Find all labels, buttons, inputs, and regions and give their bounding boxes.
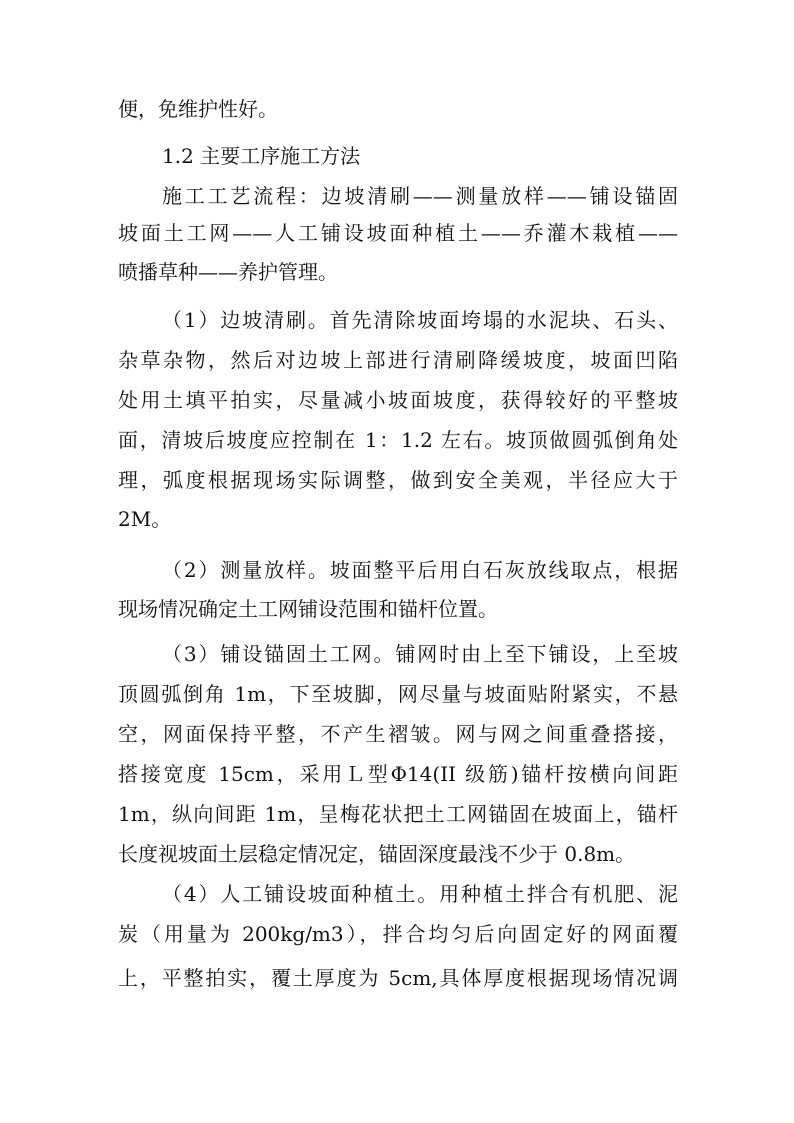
paragraph-line: 杂草杂物，然后对边坡上部进行清刷降缓坡度，坡面凹陷: [118, 348, 678, 372]
paragraph-line: （4）人工铺设坡面种植土。用种植土拌合有机肥、泥: [162, 882, 678, 906]
paragraph-line: 处用土填平拍实，尽量减小坡面坡度，获得较好的平整坡: [118, 388, 678, 412]
paragraph-line: 坡面土工网——人工铺设坡面种植土——乔灌木栽植——: [118, 221, 678, 245]
paragraph-line: （2）测量放样。坡面整平后用白石灰放线取点，根据: [162, 558, 678, 582]
paragraph-line: 上，平整拍实，覆土厚度为 5cm,具体厚度根据现场情况调: [118, 966, 678, 990]
text-line: 便，免维护性好。: [118, 97, 278, 121]
paragraph-line: 2M。: [118, 507, 172, 531]
paragraph-line: 空，网面保持平整，不产生褶皱。网与网之间重叠搭接，: [118, 722, 678, 746]
section-heading: 1.2 主要工序施工方法: [162, 144, 361, 168]
paragraph-line: （3）铺设锚固土工网。铺网时由上至下铺设，上至坡: [162, 642, 678, 666]
paragraph-line: 顶圆弧倒角 1m，下至坡脚，网尽量与坡面贴附紧实，不悬: [118, 682, 678, 706]
paragraph-line: 施工工艺流程：边坡清刷——测量放样——铺设锚固: [162, 184, 678, 208]
paragraph-line: 炭（用量为 200kg/m3），拌合均匀后向固定好的网面覆: [118, 922, 678, 946]
paragraph-line: 理，弧度根据现场实际调整，做到安全美观，半径应大于: [118, 468, 678, 492]
paragraph-line: 长度视坡面土层稳定情况定，锚固深度最浅不少于 0.8m。: [118, 842, 636, 866]
paragraph-line: 1m，纵向间距 1m，呈梅花状把土工网锚固在坡面上，锚杆: [118, 802, 678, 826]
paragraph-line: 喷播草种——养护管理。: [118, 260, 338, 284]
paragraph-line: （1）边坡清刷。首先清除坡面垮塌的水泥块、石头、: [162, 308, 678, 332]
paragraph-line: 搭接宽度 15cm，采用Ｌ型Φ14(II 级筋)锚杆按横向间距: [118, 762, 678, 786]
paragraph-line: 现场情况确定土工网铺设范围和锚杆位置。: [118, 597, 498, 621]
paragraph-line: 面，清坡后坡度应控制在 1：1.2 左右。坡顶做圆弧倒角处: [118, 428, 678, 452]
